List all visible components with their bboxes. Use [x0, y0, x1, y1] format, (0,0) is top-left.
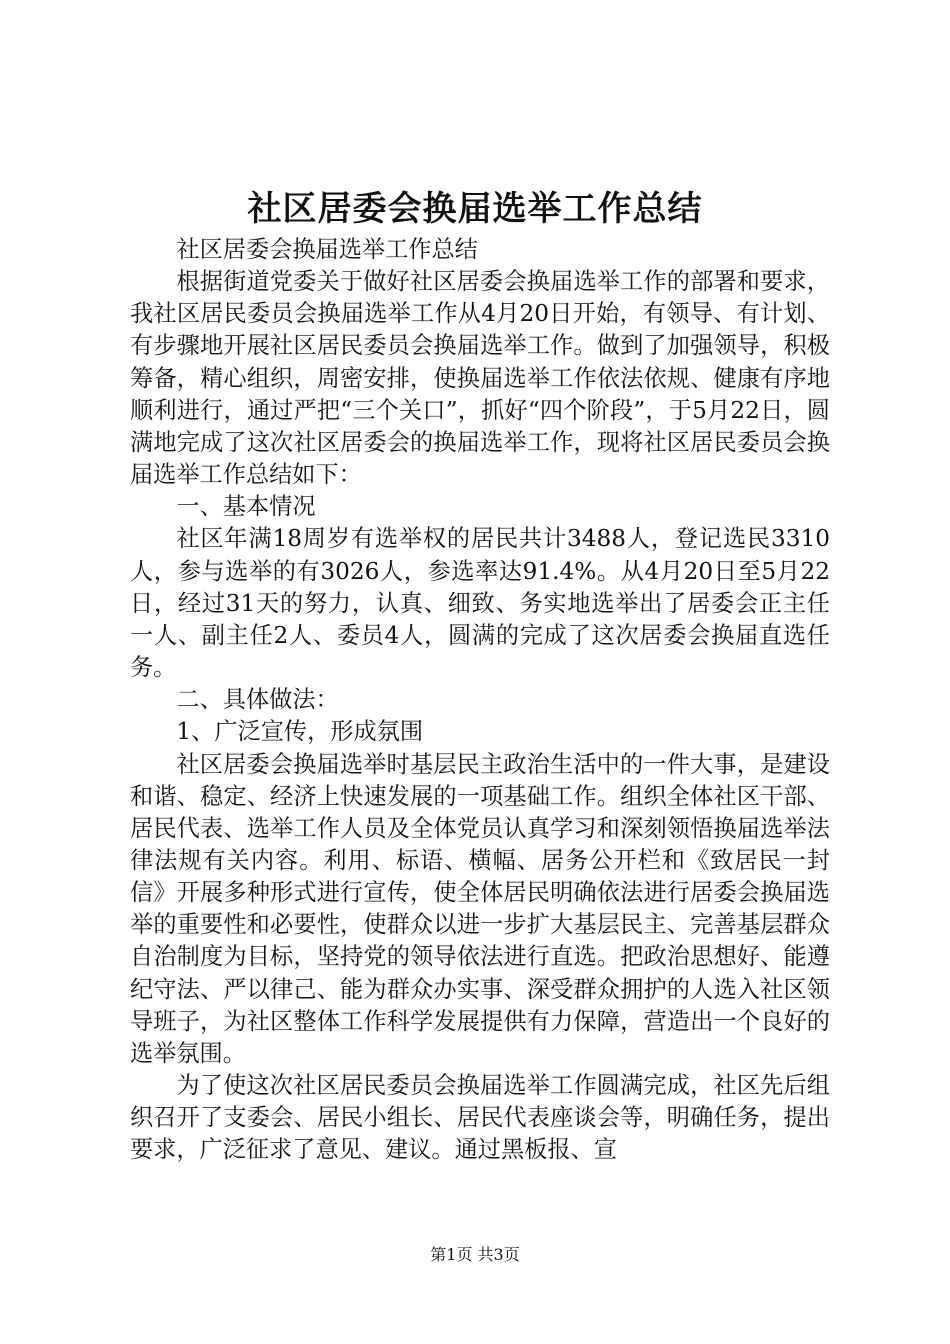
- body-paragraph-basic-situation: 社区年满18周岁有选举权的居民共计3488人，登记选民3310人，参与选举的有3026人，参选率达91.4%。从4月20日至5月22日，经过31天的努力，认真、细致、务实地选举出了居委会正主任一人、副主任2人、委员4人，圆满的完成了这次居委会换届直选任务。: [130, 525, 830, 682]
- page-number-footer: 第1页 共3页: [430, 1245, 520, 1264]
- subsection-heading-publicity: 1、广泛宣传，形成氛围: [176, 718, 424, 746]
- body-paragraph-subtitle: 社区居委会换届选举工作总结: [176, 236, 478, 263]
- section-heading-specific-methods: 二、具体做法：: [176, 686, 339, 714]
- section-heading-basic-situation: 一、基本情况: [176, 493, 316, 521]
- body-paragraph-meetings: 为了使这次社区居民委员会换届选举工作圆满完成，社区先后组织召开了支委会、居民小组长、居民代表座谈会等，明确任务，提出要求，广泛征求了意见、建议。通过黑板报、宣: [130, 1072, 830, 1164]
- body-paragraph-intro: 根据街道党委关于做好社区居委会换届选举工作的部署和要求，我社区居民委员会换届选举工作从4月20日开始，有领导、有计划、有步骤地开展社区居民委员会换届选举工作。做到了加强领导，积极筹备，精心组织，周密安排，使换届选举工作依法依规、健康有序地顺利进行，通过严把“三个关口”，抓好“四个阶段”，于5月22日，圆满地完成了这次社区居委会的换届选举工作，现将社区居民委员会换届选举工作总结如下：: [130, 268, 830, 489]
- document-body: [130, 234, 830, 1167]
- document-title: 社区居委会换届选举工作总结: [247, 189, 703, 229]
- body-paragraph-publicity: 社区居委会换届选举时基层民主政治生活中的一件大事，是建设和谐、稳定、经济上快速发展的一项基础工作。组织全体社区干部、居民代表、选举工作人员及全体党员认真学习和深刻领悟换届选举法律法规有关内容。利用、标语、横幅、居务公开栏和《致居民一封信》开展多种形式进行宣传，使全体居民明确依法进行居委会换届选举的重要性和必要性，使群众以进一步扩大基层民主、完善基层群众自治制度为目标，坚持党的领导依法进行直选。把政治思想好、能遵纪守法、严以律己、能为群众办实事、深受群众拥护的人选入社区领导班子，为社区整体工作科学发展提供有力保障，营造出一个良好的选举氛围。: [130, 750, 830, 1067]
